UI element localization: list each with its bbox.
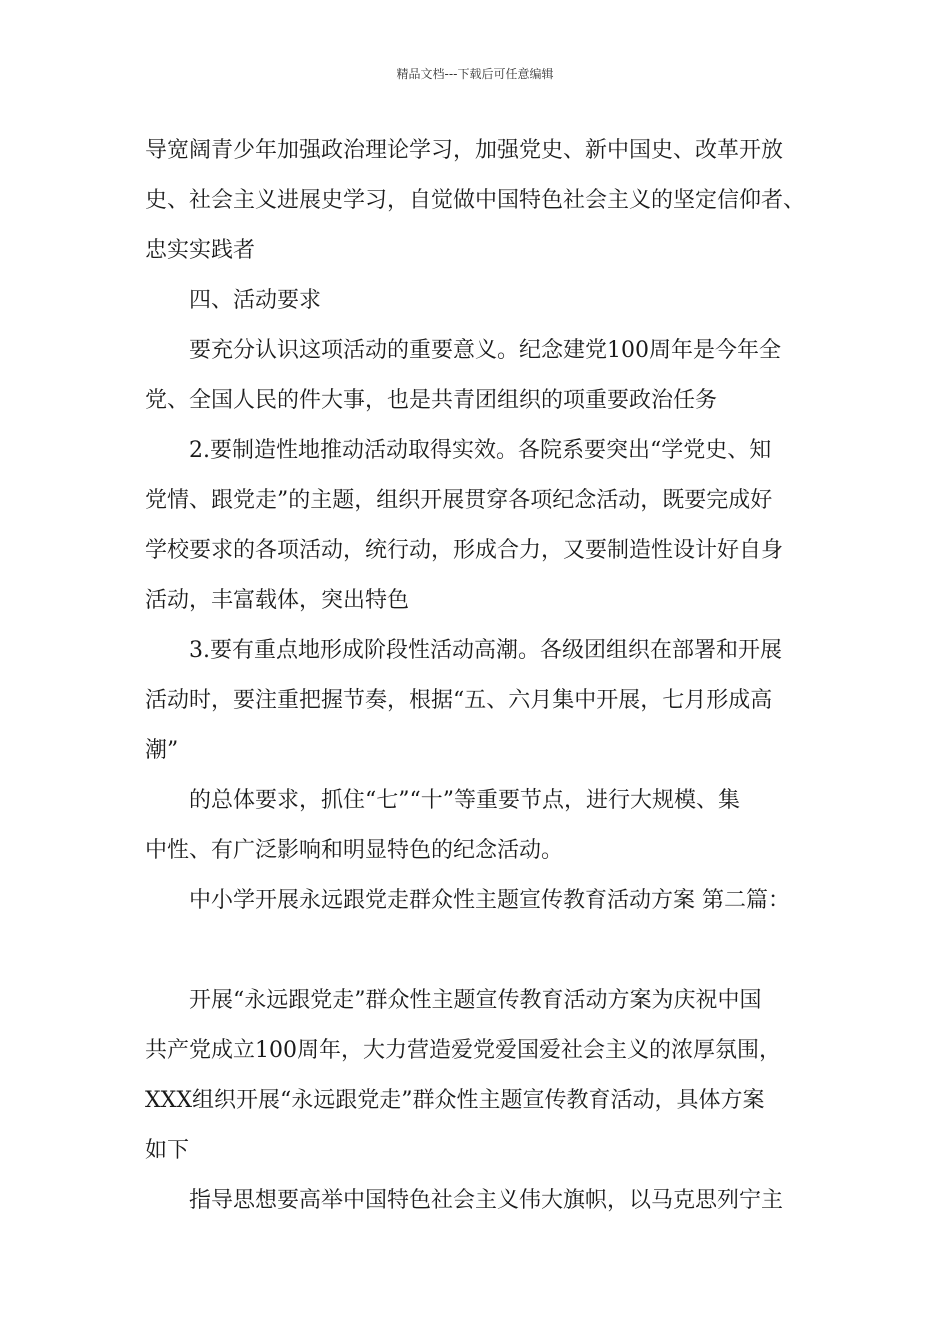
section-heading-activity-requirements: 四、活动要求	[145, 288, 322, 313]
paragraph-requirement-1: 要充分认识这项活动的重要意义。纪念建党100周年是今年全 党、全国人民的件大事，也是共青团组织的项重要政治任务	[145, 338, 781, 413]
page-header: 精品文档---下载后可任意编辑	[396, 67, 554, 81]
paragraph-plan-intro: 开展“永远跟党走”群众性主题宣传教育活动方案为庆祝中国 共产党成立100周年，大力营造爱党爱国爱社会主义的浓厚氛围， XXX组织开展“永远跟党走”群众性主题宣传教育活动，具体方案 如下	[145, 988, 781, 1163]
paragraph-1: 导宽阔青少年加强政治理论学习，加强党史、新中国史、改革开放 史、社会主义进展史学习，自觉做中国特色社会主义的坚定信仰者、 忠实实践者	[145, 138, 806, 263]
paragraph-guiding-thought: 指导思想要高举中国特色社会主义伟大旗帜，以马克思列宁主	[145, 1188, 784, 1213]
paragraph-requirement-3-continued: 的总体要求，抓住“七”“十”等重要节点，进行大规模、集 中性、有广泛影响和明显特色的纪念活动。	[145, 788, 740, 863]
document-body	[145, 126, 815, 1226]
section-title-second-part: 中小学开展永远跟党走群众性主题宣传教育活动方案 第二篇：	[145, 888, 790, 913]
paragraph-requirement-2: 2.要制造性地推动活动取得实效。各院系要突出“学党史、知 党情、跟党走”的主题，组织开展贯穿各项纪念活动，既要完成好 学校要求的各项活动，统行动，形成合力，又要制造性设计好自身 活动，丰富载体，突出特色	[145, 438, 784, 613]
paragraph-requirement-3: 3.要有重点地形成阶段性活动高潮。各级团组织在部署和开展 活动时，要注重把握节奏，根据“五、六月集中开展，七月形成高 潮”	[145, 638, 782, 763]
blank-line	[145, 926, 815, 976]
